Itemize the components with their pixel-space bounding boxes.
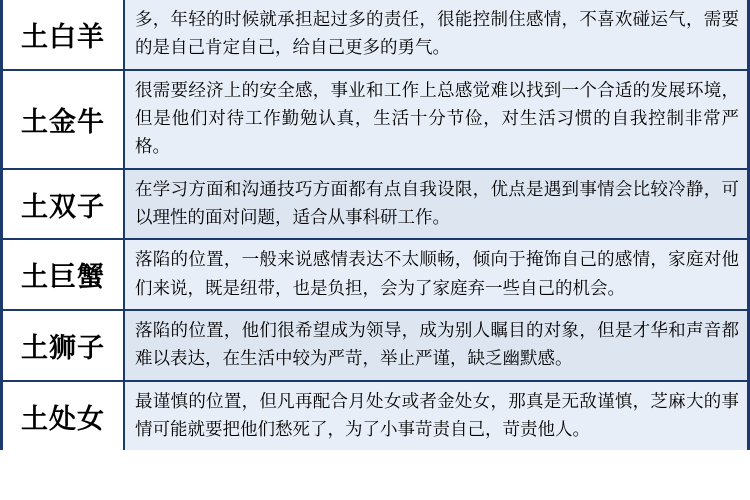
table-row — [2, 0, 749, 70]
description-cell: 落陷的位置，一般来说感情表达不太顺畅，倾向于掩饰自己的感情，家庭对他们来说，既是纽带，也是负担，会为了家庭弃一些自己的机会。 — [124, 239, 749, 310]
description-cell: 多，年轻的时候就承担起过多的责任，很能控制住感情，不喜欢碰运气，需要的是自己肯定自己，给自己更多的勇气。 — [124, 0, 749, 70]
sign-cell: 土双子 — [2, 169, 125, 240]
sign-cell: 土狮子 — [2, 310, 125, 381]
table-row — [2, 239, 749, 310]
sign-cell: 土巨蟹 — [2, 239, 125, 310]
description-cell: 落陷的位置，他们很希望成为领导，成为别人瞩目的对象，但是才华和声音都难以表达，在生活中较为严苛，举止严谨，缺乏幽默感。 — [124, 310, 749, 381]
description-cell: 很需要经济上的安全感，事业和工作上总感觉难以找到一个合适的发展环境，但是他们对待工作勤勉认真，生活十分节俭，对生活习惯的自我控制非常严格。 — [124, 70, 749, 169]
sign-cell: 土金牛 — [2, 70, 125, 169]
table-row — [2, 310, 749, 381]
sign-cell: 土处女 — [2, 381, 125, 451]
table-row — [2, 381, 749, 451]
description-cell: 最谨慎的位置，但凡再配合月处女或者金处女，那真是无敌谨慎，芝麻大的事情可能就要把他们愁死了，为了小事苛责自己，苛责他人。 — [124, 381, 749, 451]
table-row — [2, 70, 749, 169]
sign-cell: 土白羊 — [2, 0, 125, 70]
description-cell: 在学习方面和沟通技巧方面都有点自我设限，优点是遇到事情会比较冷静，可以理性的面对问题，适合从事科研工作。 — [124, 169, 749, 240]
table-row — [2, 169, 749, 240]
table-body — [2, 0, 749, 450]
